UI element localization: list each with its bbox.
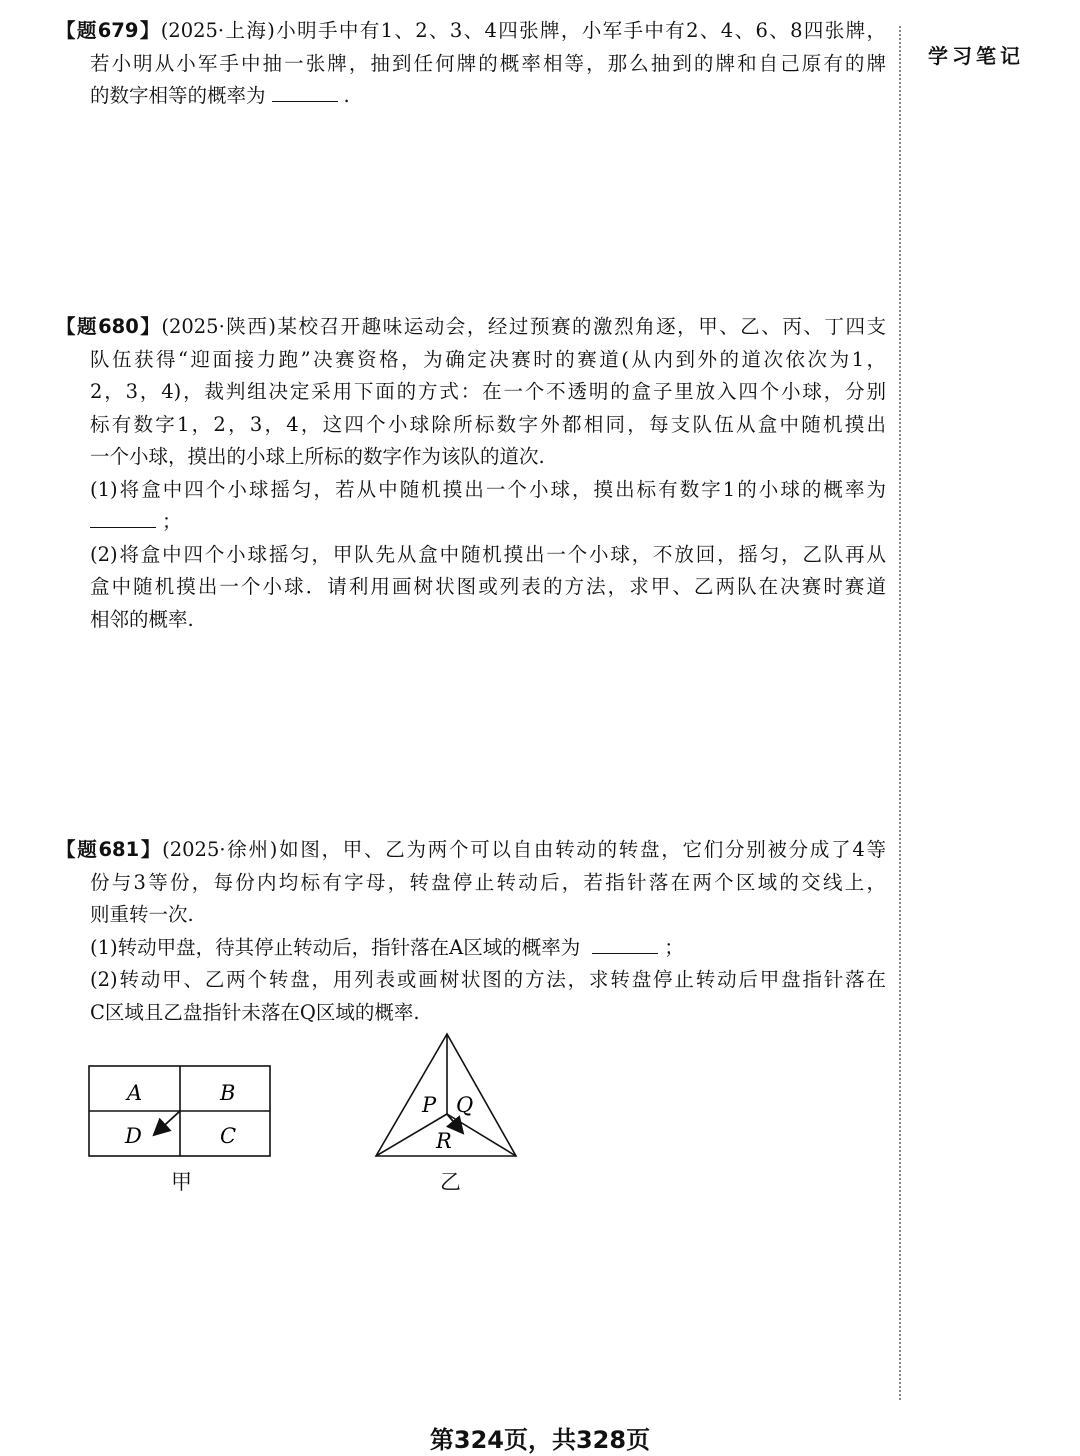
problem-line: 盒中随机摸出一个小球．请利用画树状图或列表的方法，求甲、乙两队在决赛时赛道 (90, 575, 886, 598)
problem-line: (1)将盒中四个小球摇匀，若从中随机摸出一个小球，摸出标有数字1的小球的概率为 (90, 477, 886, 501)
problem-text: ； (664, 935, 684, 959)
spinner-yi-region-r: R (436, 1129, 452, 1153)
problem-line: C区域且乙盘指针未落在Q区域的概率. (90, 1000, 420, 1024)
problem-line: 一个小球，摸出的小球上所标的数字作为该队的道次. (90, 445, 545, 468)
problem-line (56, 932, 886, 965)
problem-tag: 【题680】 (56, 315, 162, 338)
problem-text: ； (162, 510, 182, 533)
answer-blank[interactable] (90, 509, 156, 528)
spinner-jia-cell-c: C (220, 1124, 237, 1148)
problem-line: 2，3，4)，裁判组决定采用下面的方式：在一个不透明的盒子里放入四个小球，分别 (90, 380, 886, 403)
sidebar-divider (899, 26, 901, 1400)
answer-blank[interactable] (272, 83, 338, 102)
spinner-jia-cell-a: A (127, 1081, 143, 1105)
problem-679 (56, 15, 886, 113)
spinner-yi-label: 乙 (440, 1170, 461, 1194)
spinner-jia-diagram (85, 1030, 277, 1160)
problem-line (56, 15, 886, 48)
problem-text: (2025·陕西)某校召开趣味运动会，经过预赛的激烈角逐，甲、乙、丙、丁四支 (161, 315, 886, 338)
problem-680 (56, 311, 886, 636)
spinner-jia-cell-b: B (220, 1081, 236, 1105)
problem-line: (2)将盒中四个小球摇匀，甲队先从盒中随机摸出一个小球，不放回，摇匀，乙队再从 (90, 542, 886, 566)
problem-line (56, 506, 886, 539)
problem-text: (2025·上海)小明手中有1、2、3、4四张牌，小军手中有2、4、6、8四张牌， (160, 19, 886, 42)
problem-text: (2025·徐州)如图，甲、乙为两个可以自由转动的转盘，它们分别被分成了4等 (162, 838, 886, 861)
problem-text: . (343, 84, 350, 107)
spinner-yi-diagram (370, 1030, 525, 1160)
sidebar-title: 学习笔记 (928, 44, 1024, 68)
problem-line: 则重转一次. (90, 903, 194, 926)
problem-line (56, 834, 886, 867)
spinner-jia-cell-d: D (125, 1124, 142, 1148)
problem-line: (2)转动甲、乙两个转盘，用列表或画树状图的方法，求转盘停止转动后甲盘指针落在 (90, 968, 886, 991)
answer-blank[interactable] (592, 935, 658, 954)
spinner-yi-divider-right (447, 1114, 516, 1156)
spinner-jia-figure (85, 1030, 277, 1200)
page-footer: 第324页，共328页 (429, 1426, 651, 1454)
spinner-yi-region-p: P (422, 1093, 437, 1117)
spinner-yi-figure (370, 1030, 525, 1200)
problem-line: 队伍获得“迎面接力跑”决赛资格，为确定决赛时的赛道(从内到外的道次依次为1， (90, 347, 886, 371)
problem-text: (1)转动甲盘，待其停止转动后，指针落在A区域的概率为 (90, 935, 581, 959)
problem-line: 标有数字1，2，3，4，这四个小球除所标数字外都相同，每支队伍从盒中随机摸出 (90, 412, 886, 436)
problem-line: 若小明从小军手中抽一张牌，抽到任何牌的概率相等，那么抽到的牌和自己原有的牌 (90, 51, 886, 75)
problem-tag: 【题681】 (56, 838, 163, 861)
spinner-jia-pointer-icon (155, 1111, 180, 1134)
problem-tag: 【题679】 (56, 19, 161, 42)
problem-line (56, 80, 886, 113)
spinner-jia-label: 甲 (171, 1170, 192, 1194)
problem-line (56, 311, 886, 344)
problem-line: 相邻的概率. (90, 607, 194, 631)
spinner-yi-region-q: Q (456, 1093, 474, 1117)
problem-681 (56, 834, 886, 1029)
problem-text: 的数字相等的概率为 (90, 84, 266, 107)
problem-line: 份与3等份，每份内均标有字母，转盘停止转动后，若指针落在两个区域的交线上， (90, 870, 886, 894)
